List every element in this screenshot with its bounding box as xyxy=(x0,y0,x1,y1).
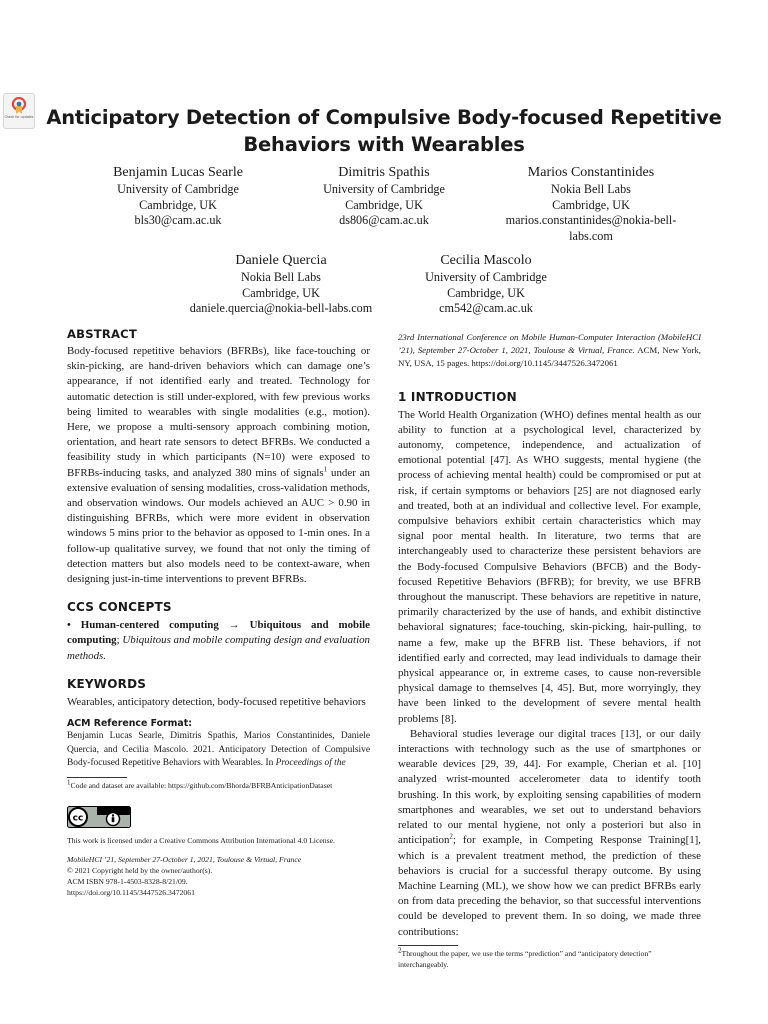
author-location: Cambridge, UK xyxy=(242,285,320,300)
footnote-2: $^2$Throughout the paper, we use the terms “prediction” and “anticipatory detection” interchangeably. xyxy=(398,946,652,969)
author-email: bls30@cam.ac.uk xyxy=(134,213,222,227)
author-email: marios.constantinides@nokia-bell- xyxy=(505,213,677,227)
keywords-text: Wearables, anticipatory detection, body-focused repetitive behaviors xyxy=(67,695,366,708)
author-affiliation: University of Cambridge xyxy=(323,182,445,196)
footnote-rule xyxy=(67,777,127,778)
author-name: Cecilia Mascolo xyxy=(440,253,532,268)
abstract-heading: ABSTRACT xyxy=(67,327,137,341)
isbn-text: ACM ISBN 978-1-4503-8328-8/21/09. xyxy=(67,877,188,887)
author-block xyxy=(486,164,696,244)
author-location: Cambridge, UK xyxy=(345,197,423,212)
author-email-cont: labs.com xyxy=(569,228,613,243)
author-name: Marios Constantinides xyxy=(527,165,655,180)
venue-continuation: 23rd International Conference on Mobile Human-Computer Interaction (MobileHCI ’21), September 27-October 1, 2021, Toulouse & Virtual, France. ACM, New York, NY, USA, 15 pages. https://doi.org/10.1145/3447526.3472061 xyxy=(398,332,701,369)
author-affiliation: Nokia Bell Labs xyxy=(241,270,321,284)
introduction-paragraph: The World Health Organization (WHO) defines mental health as our ability to function at a psychological level, characterized by autonomy, competence, independence, and actualization of emotional potential [47]. As WHO suggests, mental hygiene (the process of achieving mental health) could be compromised or put at risk, if certain symptoms or behaviors [25] are not diagnosed early and treated, both at an individual and collective level. For example, compulsive behaviors exhibit certain characteristics which may signal poor mental health. In literature, two terms that are interchangeably used to characterize these persistent behaviors are the Body-focused Compulsive Behaviors (BFCB) and the Body-focused Repetitive Behaviors (BFRB); for brevity, we use BFRB throughout the manuscript. These behaviors are repetitive in nature, primarily characterized by the use of hands, and exhibit distinctive behavioral signatures; face-touching, skin-picking, hair-pulling, to name a few, make up the BFRB list. These behaviors, if not identified early and corrected, may lead individuals to damage their physical appearance or, in extreme cases, to cause non-reversible physical damage to themselves [4, 45]. But, more worryingly, they have been linked to the development of severe mental health problems [8]. xyxy=(398,408,701,725)
author-affiliation: Nokia Bell Labs xyxy=(551,182,631,196)
acm-reference-heading: ACM Reference Format: xyxy=(67,718,192,730)
license-text: This work is licensed under a Creative Commons Attribution International 4.0 License. xyxy=(67,836,335,846)
footnote-1: $^1$Code and dataset are available: https://github.com/Bhorda/BFRBAnticipationDataset xyxy=(67,778,333,790)
check-for-updates-badge[interactable] xyxy=(3,93,35,129)
author-location: Cambridge, UK xyxy=(139,197,217,212)
footnote-marker[interactable]: 1 xyxy=(323,465,328,473)
ccs-text: • Human-centered computing → Ubiquitous and mobile computing; Ubiquitous and mobile computing design and evaluation methods. xyxy=(67,619,370,662)
author-email: daniele.quercia@nokia-bell-labs.com xyxy=(189,301,373,315)
author-block xyxy=(86,164,270,229)
author-affiliation: University of Cambridge xyxy=(117,182,239,196)
right-column xyxy=(398,331,701,970)
ccs-heading: CCS CONCEPTS xyxy=(67,600,172,615)
cc-by-license-icon[interactable] xyxy=(67,806,131,828)
left-column xyxy=(67,326,370,898)
copyright-text: © 2021 Copyright held by the owner/author(s). xyxy=(67,866,213,876)
author-email: cm542@cam.ac.uk xyxy=(439,301,533,315)
author-location: Cambridge, UK xyxy=(447,285,525,300)
author-name: Benjamin Lucas Searle xyxy=(113,165,243,180)
paper-title: Anticipatory Detection of Compulsive Body-focused Repetitive Behaviors with Wearables xyxy=(46,106,722,156)
doi-link[interactable]: https://doi.org/10.1145/3447526.3472061 xyxy=(67,888,195,898)
author-block xyxy=(386,252,586,317)
author-block xyxy=(176,252,386,317)
license-venue: MobileHCI ’21, September 27-October 1, 2021, Toulouse & Virtual, France xyxy=(67,855,302,865)
check-for-updates-label: Check for updates xyxy=(4,115,34,119)
author-block xyxy=(292,164,476,229)
footnote-marker[interactable]: 2 xyxy=(449,832,453,841)
author-name: Daniele Quercia xyxy=(235,253,327,268)
svg-text:cc: cc xyxy=(72,813,84,824)
author-location: Cambridge, UK xyxy=(552,197,630,212)
bookmark-icon xyxy=(11,97,27,115)
author-email: ds806@cam.ac.uk xyxy=(339,213,429,227)
keywords-heading: KEYWORDS xyxy=(67,676,147,691)
author-affiliation: University of Cambridge xyxy=(425,270,547,284)
introduction-paragraph: Behavioral studies leverage our digital traces [13], or our daily interactions with technology such as the use of smartphones or wearable devices [29, 39, 44]. For example, Cherian et al. [10] analyzed wrist-mounted accelerometer data to identify tooth brushing. In this work, by exploiting sensing capabilities of modern smartphones and wearables, we set out to understand behaviors related to our mental hygiene, not only a posteriori but also in anticipation$^2$; for example, in Competing Response Training[1], which is a prevalent treatment method, the prediction of these behaviors is crucial for a successful therapy outcome. By using Machine Learning (ML), we show how we can predict BFRBs early on from data preceding the behavior, so that successful interventions could be developed to prevent them. In so doing, we made three contributions: xyxy=(398,727,701,938)
abstract-text: Body-focused repetitive behaviors (BFRBs), like face-touching or skin-picking, are hand-driven behaviors which can damage one’s appearance, if not identified early and treated. Technology for automatic detection is still under-explored, with few previous works being limited to wearables with single modalities (e.g., motion). Here, we propose a multi-sensory approach combining motion, orientation, and heart rate sensors to detect BFRBs. We conducted a feasibility study in which participants (N=10) were exposed to BFRBs-inducing tasks, and analyzed 380 mins of signals$^1$ under an extensive evaluation of sensing modalities, cross-validation methods, and observation windows. Our models achieved an AUC > 0.90 in distinguishing BFRBs, which were more evident in observation windows 5 mins prior to the behavior as opposed to 1-min ones. In a follow-up qualitative survey, we found that not only the timing of detection matters but also models need to be context-aware, when designing just-in-time interventions to prevent BFRBs. xyxy=(67,345,370,586)
acm-reference-text: Benjamin Lucas Searle, Dimitris Spathis, Marios Constantinides, Daniele Quercia, and Cecilia Mascolo. 2021. Anticipatory Detection of Compulsive Body-focused Repetitive Behaviors with Wearables. In Proceedings of the xyxy=(67,731,370,769)
introduction-heading: 1 INTRODUCTION xyxy=(398,389,517,404)
footnote-rule xyxy=(398,945,458,946)
author-name: Dimitris Spathis xyxy=(338,165,430,180)
